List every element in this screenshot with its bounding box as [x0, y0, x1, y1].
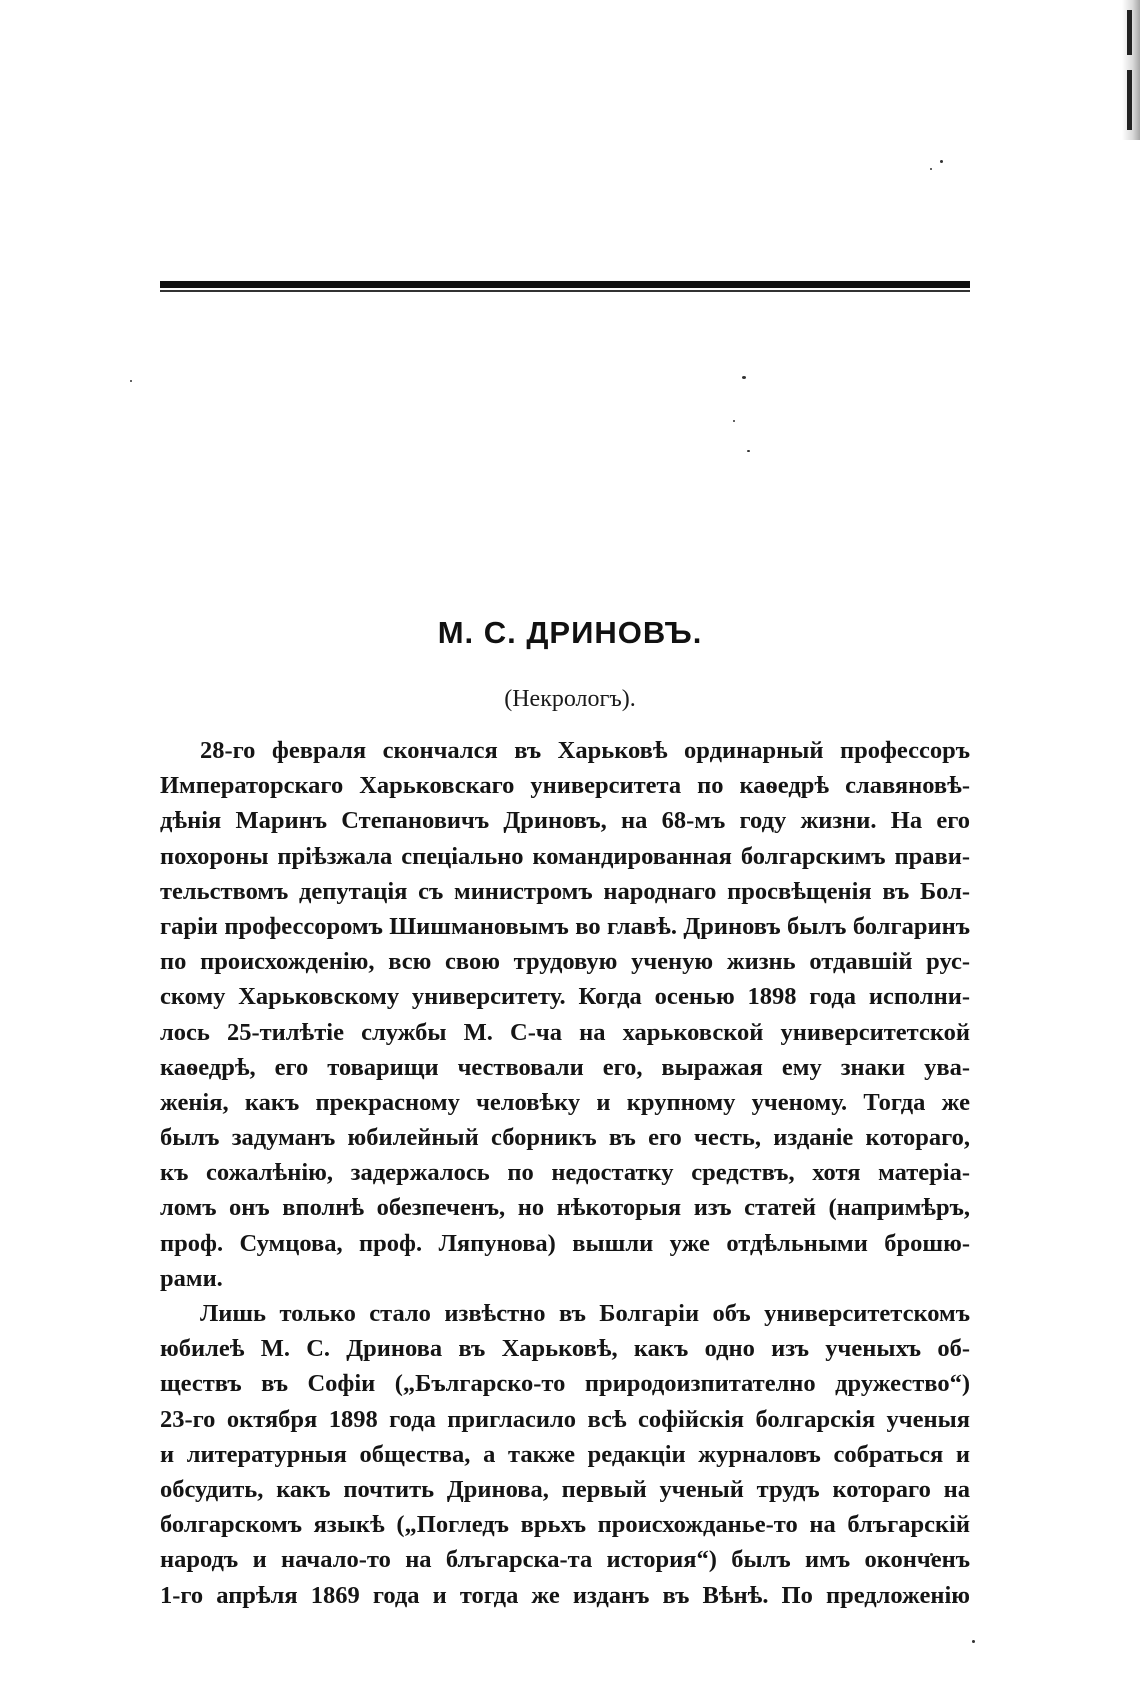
header-rule-thick: [160, 281, 970, 288]
scan-speck: [930, 168, 932, 170]
binding-mark: [1127, 70, 1132, 130]
binding-mark: [1127, 10, 1132, 55]
text-line: каѳедрѣ, его товарищи чествовали его, выражая ему знаки ува-: [160, 1053, 970, 1081]
scan-speck: [130, 380, 132, 382]
text-line: скому Харьковскому университету. Когда осенью 1898 года исполни-: [160, 983, 970, 1011]
text-line: 1-го апрѣля 1869 года и тогда же изданъ въ Вѣнѣ. По предложенію: [160, 1581, 970, 1609]
text-line: 23-го октября 1898 года пригласило всѣ софійскія болгарскія ученыя: [160, 1405, 970, 1433]
text-line: Императорскаго Харьковскаго университета по каѳедрѣ славяновѣ-: [160, 772, 970, 800]
text-line: тельствомъ депутація съ министромъ народнаго просвѣщенія въ Бол-: [160, 877, 970, 905]
text-line: болгарскомъ языкѣ („Погледъ врьхъ происхожданье-то на блъгарскій: [160, 1511, 970, 1539]
text-line: ществъ въ Софіи („Българско-то природоизпитателно дружество“): [160, 1370, 970, 1398]
text-line: народъ и начало-то на блъгарска-та история“) былъ имъ оконченъ: [160, 1546, 970, 1574]
text-line: юбилеѣ М. С. Дринова въ Харьковѣ, какъ одно изъ ученыхъ об-: [160, 1335, 970, 1363]
text-line: и литературныя общества, а также редакціи журналовъ собраться и: [160, 1440, 970, 1468]
text-line: по происхожденію, всю свою трудовую ученую жизнь отдавшій рус-: [160, 948, 970, 976]
text-line: къ сожалѣнію, задержалось по недостатку средствъ, хотя матеріа-: [160, 1159, 970, 1187]
text-line: похороны пріѣзжала спеціально командированная болгарскимъ прави-: [160, 842, 970, 870]
text-line: ломъ онъ вполнѣ обезпеченъ, но нѣкоторыя изъ статей (напримѣръ,: [160, 1194, 970, 1222]
text-line: рами.: [160, 1264, 223, 1292]
scan-speck: [733, 420, 735, 422]
text-line: Лишь только стало извѣстно въ Болгаріи объ университетскомъ: [200, 1300, 970, 1327]
text-line: 28-го февраля скончался въ Харьковѣ ординарный профессоръ: [200, 737, 970, 764]
article-title: М. С. ДРИНОВЪ.: [437, 615, 703, 650]
scan-speck: [940, 160, 943, 163]
header-rule-thin: [160, 290, 970, 292]
text-line: обсудить, какъ почтить Дринова, первый ученый трудъ котораго на: [160, 1475, 970, 1503]
text-line: проф. Сумцова, проф. Ляпунова) вышли уже отдѣльными брошю-: [160, 1229, 970, 1257]
article-subtitle: (Некрологъ).: [504, 686, 636, 712]
text-line: лось 25-тилѣтіе службы М. С-ча на харьковской университетской: [160, 1018, 970, 1046]
scan-speck: [972, 1640, 975, 1643]
text-line: былъ задуманъ юбилейный сборникъ въ его честь, изданіе котораго,: [160, 1124, 970, 1152]
article-body: [160, 733, 970, 1613]
text-line: женія, какъ прекрасному человѣку и крупному ученому. Тогда же: [160, 1088, 970, 1116]
scan-speck: [747, 450, 750, 452]
text-line: дѣнія Маринъ Степановичъ Дриновъ, на 68-мъ году жизни. На его: [160, 807, 970, 835]
text-line: гаріи профессоромъ Шишмановымъ во главѣ. Дриновъ былъ болгаринъ: [160, 912, 970, 940]
scan-speck: [742, 376, 746, 379]
